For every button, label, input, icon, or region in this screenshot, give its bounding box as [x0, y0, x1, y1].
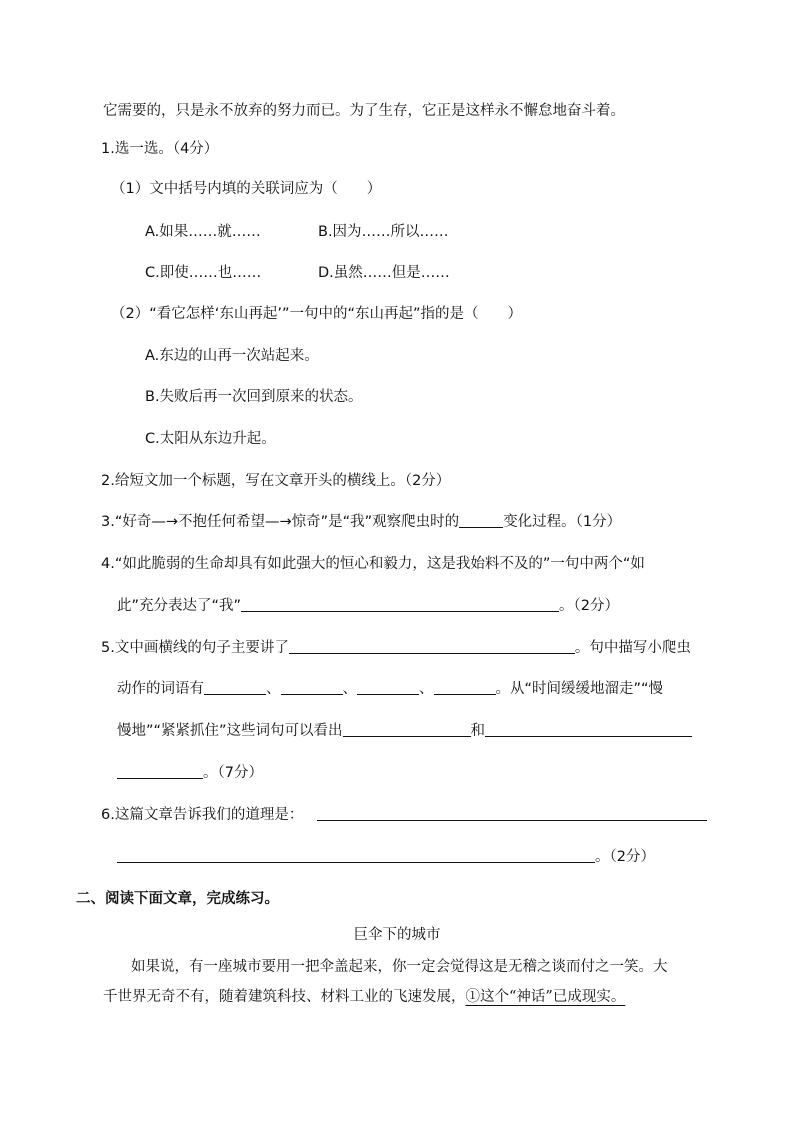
passage-end-text: 它需要的，只是永不放弃的努力而已。为了生存，它正是这样永不懈怠地奋斗着。 [103, 103, 625, 119]
q1-sub1-option-a: A.如果……就…… [145, 224, 261, 240]
q6-points: 。（2分） [595, 849, 655, 865]
q5-line2-after: 。从“时间缓缓地溜走”“慢 [495, 681, 664, 697]
q5-line4 [117, 762, 263, 784]
q4-line2 [117, 595, 619, 617]
q5-verb-blank-3[interactable] [357, 679, 419, 695]
q6-answer-blank-1[interactable] [317, 805, 707, 821]
q5-separator: 、 [266, 681, 281, 697]
q1-sub1-stem: （1）文中括号内填的关联词应为（ ） [111, 181, 382, 197]
underlined-sentence-1: ①这个“神话”已成现实。 [465, 989, 626, 1005]
q5-verb-blank-4[interactable] [434, 679, 496, 695]
q3-line [101, 511, 621, 533]
q4-answer-blank[interactable] [241, 596, 559, 612]
q3-text-before: 3.“好奇—→不抱任何希望—→惊奇”是“我”观察爬虫时的 [101, 514, 460, 530]
q5-verb-blank-2[interactable] [281, 679, 343, 695]
q6-answer-blank-2[interactable] [117, 847, 595, 863]
q1-title: 1.选一选。（4分） [101, 141, 219, 157]
q5-verbs-label: 动作的词语有 [117, 681, 204, 697]
q5-line1 [101, 637, 691, 659]
q1-sub1-option-b: B.因为……所以…… [318, 224, 449, 240]
q4-text-after: 。（2分） [559, 598, 620, 614]
q5-line3-text: 慢地”“紧紧抓住”这些词句可以看出 [117, 723, 343, 739]
q5-verb-blank-1[interactable] [204, 679, 266, 695]
q6-line2 [117, 846, 655, 868]
q5-text-after: 。句中描写小爬虫 [574, 640, 691, 656]
q1-sub2-option-b: B.失败后再一次回到原来的状态。 [145, 389, 363, 405]
q1-sub2-option-a: A.东边的山再一次站起来。 [145, 348, 319, 364]
q4-text-before: 此”充分表达了“我” [117, 598, 242, 614]
section2-heading: 二、阅读下面文章，完成练习。 [76, 891, 279, 907]
article-title: 巨伞下的城市 [353, 927, 441, 943]
q2-text: 2.给短文加一个标题，写在文章开头的横线上。（2分） [101, 473, 451, 489]
q5-line2 [117, 678, 663, 700]
q5-text-before: 5.文中画横线的句子主要讲了 [101, 640, 289, 656]
article-para-line2 [103, 986, 625, 1008]
q5-separator: 、 [342, 681, 357, 697]
q1-sub1-option-c: C.即使……也…… [145, 265, 262, 281]
q5-separator: 、 [419, 681, 434, 697]
q4-line1: 4.“如此脆弱的生命却具有如此强大的恒心和毅力，这是我始料不及的”一句中两个“如 [101, 556, 645, 572]
q5-blank-b[interactable] [485, 721, 692, 737]
q5-summary-blank[interactable] [289, 638, 575, 654]
article-para-line2-text: 千世界无奇不有，随着建筑科技、材料工业的飞速发展， [103, 989, 466, 1005]
q5-points: 。（7分） [203, 765, 263, 781]
q3-answer-blank[interactable] [459, 512, 503, 528]
q1-sub2-stem: （2）“看它怎样‘东山再起’”一句中的“东山再起”指的是（ ） [111, 306, 522, 322]
q5-blank-b-continued[interactable] [117, 763, 203, 779]
article-para-line1: 如果说，有一座城市要用一把伞盖起来，你一定会觉得这是无稽之谈而付之一笑。大 [131, 959, 668, 975]
q5-blank-a[interactable] [343, 721, 471, 737]
q5-line3 [117, 720, 692, 742]
q6-line1 [101, 804, 707, 826]
q3-text-after: 变化过程。（1分） [503, 514, 622, 530]
q1-sub1-option-d: D.虽然……但是…… [318, 265, 450, 281]
q6-text: 6.这篇文章告诉我们的道理是： [101, 807, 304, 823]
q1-sub2-option-c: C.太阳从东边升起。 [145, 431, 276, 447]
q5-line3-and: 和 [470, 723, 486, 739]
